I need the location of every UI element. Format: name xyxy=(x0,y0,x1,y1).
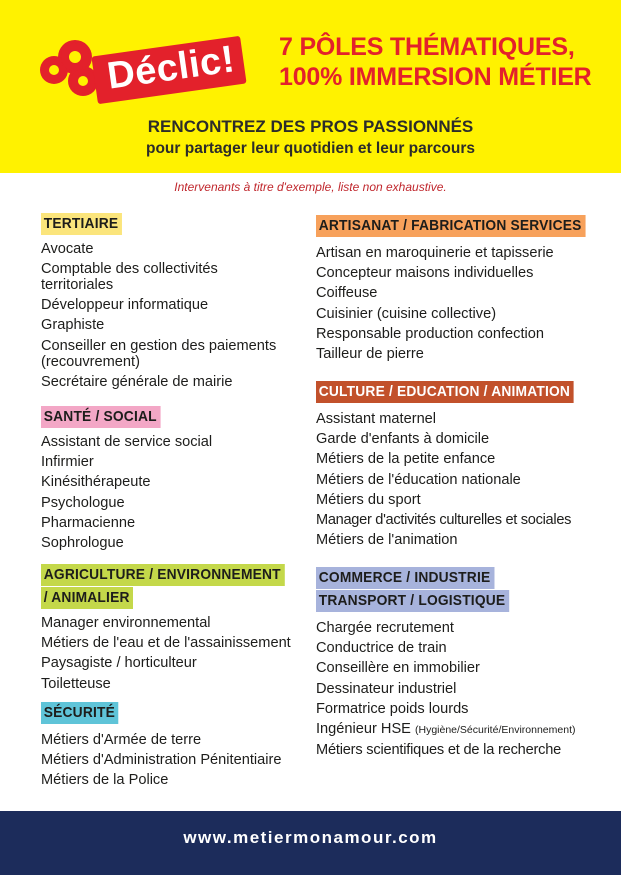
section-commerce xyxy=(316,566,611,760)
list-item: Développeur informatique xyxy=(41,297,209,314)
category-title-line-2: / ANIMALIER xyxy=(41,587,133,609)
list-item: Secrétaire générale de mairie xyxy=(41,373,233,390)
list-item: Tailleur de pierre xyxy=(316,346,424,363)
item-list xyxy=(41,432,311,553)
list-item: Infirmier xyxy=(41,454,94,471)
subtitle-line-2: pour partager leur quotidien et leur parcours xyxy=(146,140,475,157)
disclaimer-note: Intervenants à titre d'exemple, liste non exhaustive. xyxy=(174,180,447,194)
category-title: SANTÉ / SOCIAL xyxy=(41,406,160,428)
list-item: Psychologue xyxy=(41,494,125,511)
section-sante-social xyxy=(41,405,311,553)
list-item: Sophrologue xyxy=(41,535,124,552)
declic-logo xyxy=(38,34,258,104)
category-title-line-1: AGRICULTURE / ENVIRONNEMENT xyxy=(41,564,284,586)
list-item: Dessinateur industriel xyxy=(316,680,457,697)
list-item: Métiers de la petite enfance xyxy=(316,451,496,468)
list-item: Toiletteuse xyxy=(41,675,111,692)
item-list xyxy=(316,243,611,364)
list-item: Paysagiste / horticulteur xyxy=(41,655,197,672)
category-title: TERTIAIRE xyxy=(41,213,122,235)
list-item: Métiers de l'éducation nationale xyxy=(316,471,521,488)
list-item: Manager d'activités culturelles et sociales xyxy=(316,512,572,529)
category-title: CULTURE / EDUCATION / ANIMATION xyxy=(316,381,574,403)
item-list xyxy=(41,239,311,392)
list-item: Artisan en maroquinerie et tapisserie xyxy=(316,245,554,261)
category-title-line-1: COMMERCE / INDUSTRIE xyxy=(316,567,494,589)
list-item: Conductrice de train xyxy=(316,640,447,657)
list-item: Métiers d'Armée de terre xyxy=(41,732,202,748)
list-item: Assistant maternel xyxy=(316,411,437,427)
list-item: Chargée recrutement xyxy=(316,620,454,636)
list-item: Avocate xyxy=(41,241,94,257)
list-item: Responsable production confection xyxy=(316,325,544,342)
item-list xyxy=(316,409,611,550)
headline xyxy=(279,32,609,92)
subtitle-line-1: RENCONTREZ DES PROS PASSIONNÉS xyxy=(147,117,474,136)
list-item: Conseiller en gestion des paiements xyxy=(41,337,277,354)
list-item: Conseillère en immobilier xyxy=(316,660,480,677)
list-item: Métiers de l'animation xyxy=(316,532,458,549)
list-item-detail: (Hygiène/Sécurité/Environnement) xyxy=(414,724,576,737)
list-item: Métiers du sport xyxy=(316,491,421,508)
list-item xyxy=(316,719,611,740)
list-item: Manager environnemental xyxy=(41,615,211,631)
category-title: ARTISANAT / FABRICATION SERVICES xyxy=(316,215,585,237)
website-url[interactable]: www.metiermonamour.com xyxy=(183,828,438,847)
list-item: Pharmacienne xyxy=(41,514,136,531)
list-item: Métiers de la Police xyxy=(41,772,169,789)
section-agriculture xyxy=(41,563,311,694)
section-tertiaire xyxy=(41,212,311,392)
list-item: Métiers d'Administration Pénitentiaire xyxy=(41,752,282,769)
headline-line-2: 100% IMMERSION MÉTIER xyxy=(279,63,592,91)
list-item: Concepteur maisons individuelles xyxy=(316,265,534,282)
list-item: Cuisinier (cuisine collective) xyxy=(316,305,497,322)
list-item-label: Ingénieur HSE xyxy=(316,721,411,738)
item-list xyxy=(41,613,311,694)
logo-text: Déclic! xyxy=(104,38,238,98)
list-item: Métiers scientifiques et de la recherche xyxy=(316,742,562,759)
list-item: Assistant de service social xyxy=(41,434,213,450)
item-list xyxy=(41,730,311,791)
section-securite xyxy=(41,701,311,791)
list-item: Coiffeuse xyxy=(316,285,378,302)
list-item: Kinésithérapeute xyxy=(41,474,151,491)
category-title: SÉCURITÉ xyxy=(41,702,119,724)
item-list xyxy=(316,618,611,760)
list-item: Graphiste xyxy=(41,317,105,334)
list-item: Formatrice poids lourds xyxy=(316,700,469,717)
section-culture xyxy=(316,380,611,550)
section-artisanat xyxy=(316,214,611,364)
list-item: Métiers de l'eau et de l'assainissement xyxy=(41,635,291,652)
list-item: (recouvrement) xyxy=(41,353,140,370)
list-item: Comptable des collectivités xyxy=(41,261,218,278)
category-title-line-2: TRANSPORT / LOGISTIQUE xyxy=(316,590,509,612)
list-item: Garde d'enfants à domicile xyxy=(316,431,490,448)
headline-line-1: 7 PÔLES THÉMATIQUES, xyxy=(279,33,575,61)
list-item: territoriales xyxy=(41,277,114,294)
